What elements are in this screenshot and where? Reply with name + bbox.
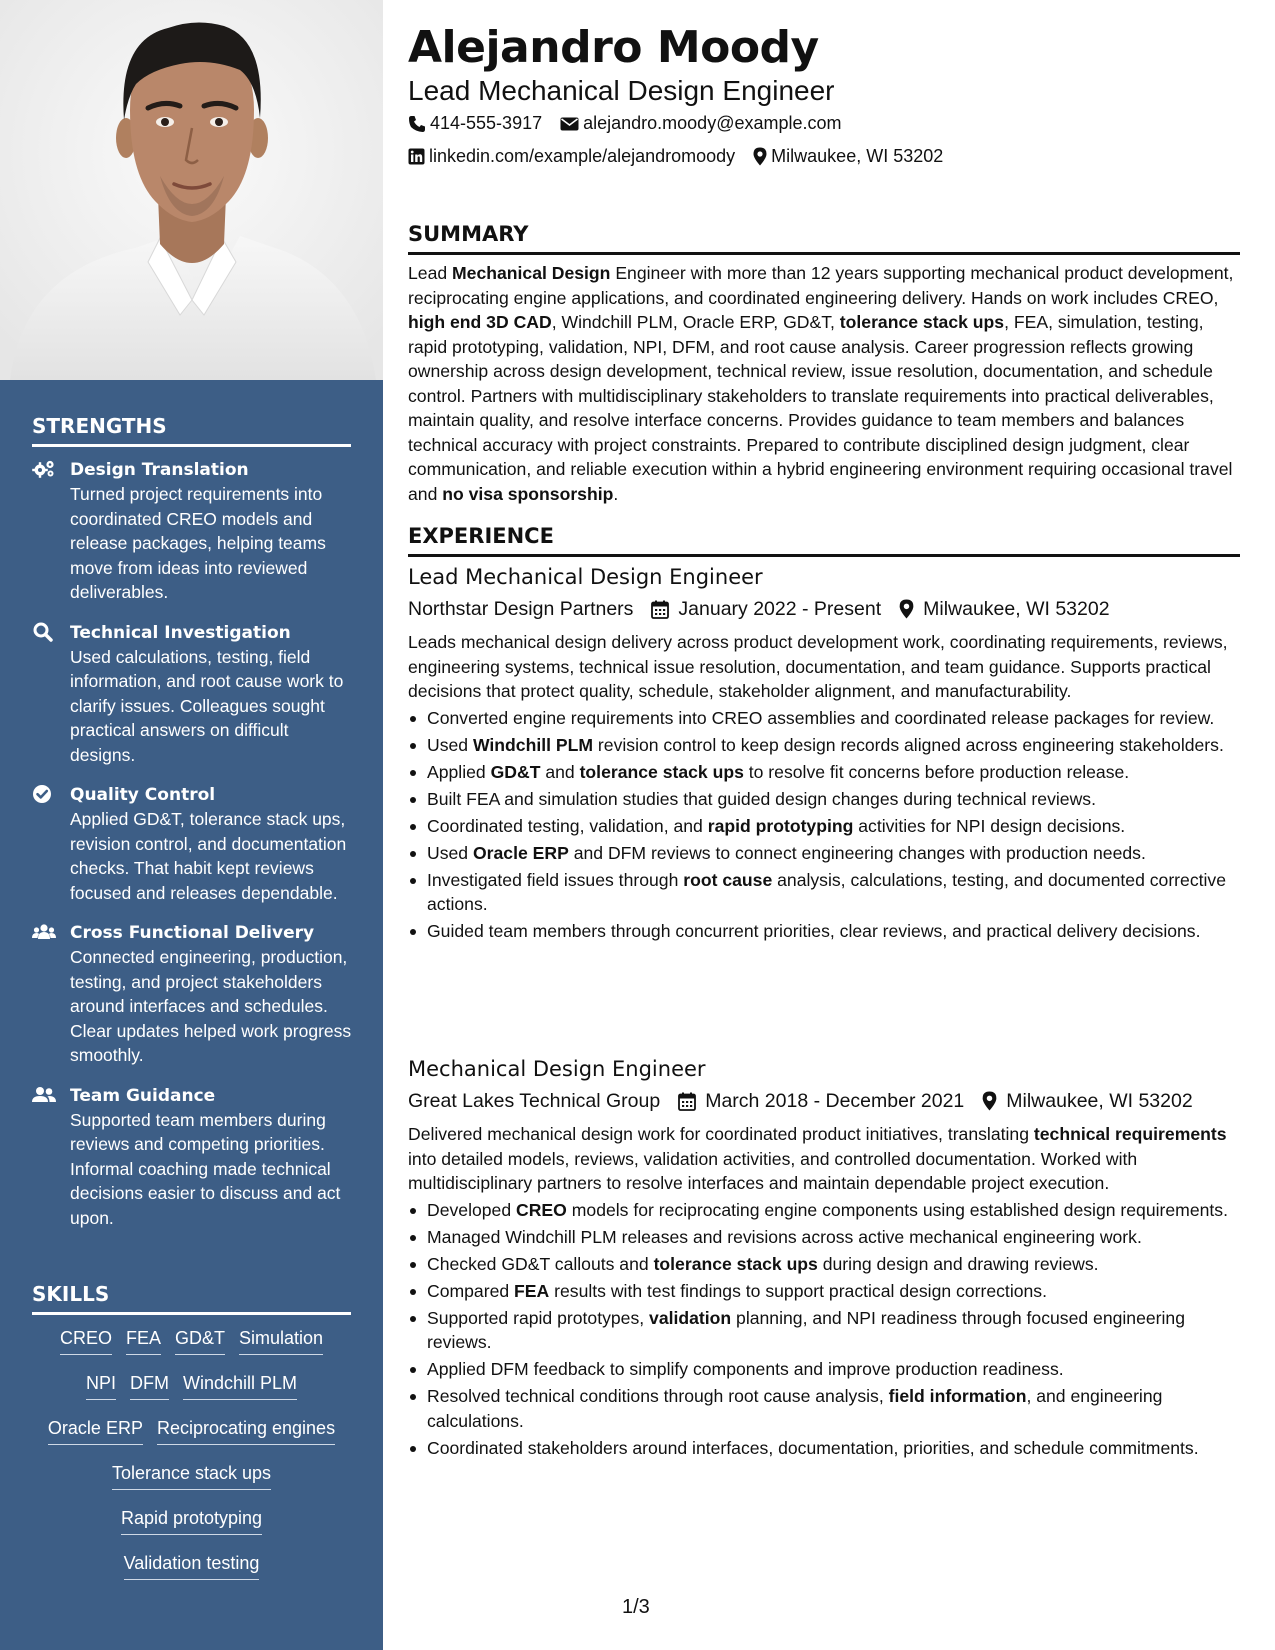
emphasis-text: tolerance stack ups bbox=[839, 312, 1005, 332]
date-range: January 2022 - Present bbox=[678, 598, 882, 620]
text-run: models for reciprocating engine components using established design requirements. bbox=[566, 1199, 1228, 1220]
bullet-item bbox=[408, 919, 1240, 944]
bullet-item bbox=[408, 1384, 1240, 1433]
skill-row bbox=[32, 1551, 351, 1596]
date-range: March 2018 - December 2021 bbox=[705, 1090, 965, 1112]
emphasis-text: technical requirements bbox=[1033, 1124, 1227, 1144]
text-run: , and engineering calculations. bbox=[427, 1386, 1163, 1431]
strength-title: Technical Investigation bbox=[70, 622, 291, 643]
emphasis-text: GD&T bbox=[490, 761, 541, 782]
skill-tag: Simulation bbox=[239, 1326, 323, 1355]
skill-row bbox=[32, 1461, 351, 1506]
skill-row bbox=[32, 1506, 351, 1551]
bullet-item bbox=[408, 868, 1240, 917]
strength-title: Team Guidance bbox=[70, 1085, 216, 1106]
strength-title: Quality Control bbox=[70, 785, 216, 805]
text-run: Coordinated stakeholders around interfaces, documentation, priorities, and schedule commitments. bbox=[427, 1437, 1199, 1458]
text-run: Checked GD&T callouts and bbox=[427, 1253, 654, 1274]
strength-description: Applied GD&T, tolerance stack ups, revision control, and documentation checks. That habit kept reviews focused and releases dependable. bbox=[70, 809, 347, 903]
text-run: Applied bbox=[427, 761, 491, 782]
job-description bbox=[408, 630, 1240, 704]
skill-row bbox=[32, 1416, 351, 1461]
skill-tag: GD&T bbox=[175, 1326, 225, 1355]
text-run: Used bbox=[427, 734, 473, 755]
bullet-item bbox=[408, 1252, 1240, 1277]
company bbox=[408, 1086, 660, 1116]
text-run: Lead bbox=[408, 263, 453, 283]
skill-row bbox=[32, 1371, 351, 1416]
company-name: Northstar Design Partners bbox=[408, 598, 634, 620]
emphasis-text: high end 3D CAD bbox=[408, 312, 552, 332]
text-run: Applied DFM feedback to simplify components and improve production readiness. bbox=[427, 1359, 1064, 1379]
text-run: Engineer with more than 12 years supporting mechanical product development, reciprocating engine applications, and coordinated engineering delivery. Hands on work includes CREO, bbox=[408, 263, 1234, 308]
emphasis-text: Oracle ERP bbox=[472, 842, 569, 863]
search-icon bbox=[32, 622, 56, 642]
text-run: revision control to keep design records aligned across engineering stakeholders. bbox=[593, 734, 1224, 755]
company bbox=[408, 594, 633, 624]
calendar-icon bbox=[678, 1092, 696, 1111]
emphasis-text: Windchill PLM bbox=[472, 734, 594, 755]
emphasis-text: root cause bbox=[683, 869, 773, 890]
bullet-item bbox=[408, 1436, 1240, 1461]
job-location bbox=[982, 1086, 1192, 1116]
skill-tag: Oracle ERP bbox=[48, 1416, 143, 1445]
emphasis-text: FEA bbox=[514, 1280, 550, 1301]
email-contact[interactable] bbox=[560, 113, 841, 134]
location-contact bbox=[753, 146, 943, 167]
skill-row bbox=[32, 1326, 351, 1371]
skill-tag: Reciprocating engines bbox=[157, 1416, 335, 1445]
text-run: Delivered mechanical design work for coordinated product initiatives, translating bbox=[408, 1124, 1034, 1144]
bullet-item bbox=[408, 841, 1240, 866]
job-description bbox=[408, 1122, 1240, 1196]
text-run: Investigated field issues through bbox=[427, 869, 684, 890]
strength-item bbox=[32, 1084, 354, 1231]
strength-description: Supported team members during reviews and competing priorities. Informal coaching made technical decisions easier to discuss and act upon. bbox=[70, 1109, 341, 1228]
calendar-icon bbox=[651, 600, 669, 619]
sidebar bbox=[0, 0, 383, 1650]
candidate-headline: Lead Mechanical Design Engineer bbox=[408, 75, 835, 106]
phone-icon bbox=[408, 115, 426, 133]
gears-icon bbox=[32, 459, 56, 479]
job-meta bbox=[408, 594, 1240, 624]
skill-tag: DFM bbox=[130, 1371, 169, 1400]
bullet-item bbox=[408, 1198, 1240, 1223]
map-pin-icon bbox=[899, 599, 914, 619]
bullet-item bbox=[408, 706, 1240, 731]
text-run: into detailed models, reviews, validation activities, and controlled documentation. Worked with multidisciplinary partners to resolve interfaces and maintain dependable project execution. bbox=[408, 1148, 1138, 1193]
phone-contact[interactable] bbox=[408, 113, 542, 134]
strength-description: Turned project requirements into coordinated CREO models and release packages, helping teams move from ideas into reviewed deliverables. bbox=[70, 484, 326, 602]
job-bullets bbox=[408, 706, 1240, 944]
job-entry bbox=[408, 563, 1240, 946]
text-run: during design and drawing reviews. bbox=[817, 1253, 1099, 1274]
emphasis-text: tolerance stack ups bbox=[579, 761, 744, 782]
emphasis-text: no visa sponsorship bbox=[442, 483, 614, 504]
job-meta bbox=[408, 1086, 1240, 1116]
bullet-item bbox=[408, 1279, 1240, 1304]
page-number: 1/3 bbox=[622, 1596, 650, 1618]
emphasis-text: field information bbox=[888, 1386, 1027, 1406]
text-run: Compared bbox=[427, 1280, 515, 1301]
text-run: , Windchill PLM, Oracle ERP, GD&T, bbox=[551, 312, 840, 332]
strength-title: Design Translation bbox=[70, 460, 249, 480]
location-text: Milwaukee, WI 53202 bbox=[923, 598, 1110, 620]
skill-tag: Windchill PLM bbox=[183, 1371, 297, 1400]
job-entry bbox=[408, 1055, 1240, 1463]
job-title: Mechanical Design Engineer bbox=[408, 1057, 706, 1081]
text-run: results with test findings to support practical design corrections. bbox=[549, 1280, 1047, 1301]
bullet-item bbox=[408, 787, 1240, 812]
job-dates bbox=[651, 594, 881, 624]
text-run: . bbox=[613, 483, 619, 504]
text-run: Leads mechanical design delivery across product development work, coordinating requirements, reviews, engineering systems, technical issue resolution, documentation, and team guidance. Supports practical decisions that protect quality, schedule, stakeholder alignment, and manufacturability. bbox=[408, 632, 1228, 701]
text-run: Supported rapid prototypes, bbox=[427, 1307, 650, 1328]
summary-heading: SUMMARY bbox=[408, 222, 1240, 255]
bullet-item bbox=[408, 814, 1240, 839]
skill-tag: Rapid prototyping bbox=[121, 1506, 262, 1535]
text-run: Developed bbox=[427, 1199, 517, 1220]
skills-list bbox=[32, 1326, 351, 1596]
strength-item bbox=[32, 458, 354, 605]
job-title: Lead Mechanical Design Engineer bbox=[408, 565, 763, 589]
strength-description: Used calculations, testing, field information, and root cause work to clarify issues. Colleagues sought practical answers on difficult designs. bbox=[70, 646, 344, 765]
skill-tag: Validation testing bbox=[124, 1551, 260, 1580]
text-run: planning, and NPI readiness through focused engineering reviews. bbox=[427, 1307, 1186, 1352]
text-run: Resolved technical conditions through root cause analysis, bbox=[427, 1386, 889, 1406]
strengths-heading: STRENGTHS bbox=[32, 414, 351, 447]
job-dates bbox=[678, 1086, 964, 1116]
user-friends-icon bbox=[32, 1085, 56, 1105]
check-circle-icon bbox=[32, 784, 56, 804]
strength-item bbox=[32, 921, 354, 1068]
emphasis-text: validation bbox=[649, 1307, 732, 1328]
map-pin-icon bbox=[982, 1091, 997, 1111]
skill-tag: Tolerance stack ups bbox=[112, 1461, 271, 1490]
text-run: analysis, calculations, testing, and documented corrective actions. bbox=[427, 869, 1227, 914]
contact-line bbox=[408, 146, 961, 167]
strength-item bbox=[32, 621, 354, 768]
skill-tag: FEA bbox=[126, 1326, 161, 1355]
text-run: activities for NPI design decisions. bbox=[853, 815, 1126, 836]
location-text: Milwaukee, WI 53202 bbox=[771, 146, 944, 166]
linkedin-contact[interactable] bbox=[408, 146, 735, 167]
users-icon bbox=[32, 922, 56, 942]
phone-text: 414-555-3917 bbox=[430, 113, 543, 133]
text-run: and DFM reviews to connect engineering changes with production needs. bbox=[568, 842, 1146, 863]
text-run: Managed Windchill PLM releases and revisions across active mechanical engineering work. bbox=[427, 1226, 1142, 1247]
linkedin-icon bbox=[408, 148, 425, 165]
text-run: to resolve fit concerns before production release. bbox=[743, 761, 1130, 782]
emphasis-text: tolerance stack ups bbox=[653, 1253, 818, 1274]
bullet-item bbox=[408, 1225, 1240, 1250]
summary-text bbox=[408, 261, 1238, 506]
bullet-item bbox=[408, 1306, 1240, 1355]
text-run: Guided team members through concurrent priorities, clear reviews, and practical delivery decisions. bbox=[427, 921, 1201, 941]
bullet-item bbox=[408, 760, 1240, 785]
emphasis-text: Mechanical Design bbox=[452, 263, 611, 283]
experience-heading: EXPERIENCE bbox=[408, 524, 1240, 557]
company-name: Great Lakes Technical Group bbox=[408, 1090, 661, 1112]
text-run: , FEA, simulation, testing, rapid prototyping, validation, NPI, DFM, and root cause analysis. Career progression reflects growing ownership across design development, technical review, issue resolution, documentation, and schedule control. Partners with multidisciplinary stakeholders to translate requirements into practical deliverables, maintain quality, and resolve interface concerns. Provides guidance to team members and balances technical accuracy with project constraints. Prepared to contribute disciplined design judgment, clear communication, and reliable execution within a hybrid engineering environment requiring occasional travel and bbox=[408, 312, 1233, 504]
location-text: Milwaukee, WI 53202 bbox=[1006, 1090, 1193, 1112]
text-run: Used bbox=[427, 842, 473, 863]
emphasis-text: rapid prototyping bbox=[707, 815, 854, 836]
bullet-item bbox=[408, 1357, 1240, 1382]
profile-photo bbox=[0, 0, 383, 380]
bullet-item bbox=[408, 733, 1240, 758]
job-location bbox=[899, 594, 1109, 624]
linkedin-text: linkedin.com/example/alejandromoody bbox=[429, 146, 736, 166]
strength-item bbox=[32, 783, 354, 905]
skill-tag: NPI bbox=[86, 1371, 116, 1400]
skill-tag: CREO bbox=[60, 1326, 112, 1355]
envelope-icon bbox=[560, 116, 579, 132]
emphasis-text: CREO bbox=[516, 1199, 567, 1220]
candidate-name: Alejandro Moody bbox=[408, 22, 819, 73]
text-run: Built FEA and simulation studies that guided design changes during technical reviews. bbox=[427, 788, 1096, 809]
strength-title: Cross Functional Delivery bbox=[70, 923, 315, 943]
contact-line bbox=[408, 113, 860, 134]
text-run: Converted engine requirements into CREO assemblies and coordinated release packages for review. bbox=[427, 707, 1215, 728]
strength-description: Connected engineering, production, testing, and project stakeholders around interfaces and schedules. Clear updates helped work progress smoothly. bbox=[70, 947, 352, 1065]
text-run: Coordinated testing, validation, and bbox=[427, 815, 708, 836]
map-pin-icon bbox=[753, 147, 767, 166]
strengths-list bbox=[32, 458, 354, 1246]
text-run: and bbox=[540, 761, 580, 782]
skills-heading: SKILLS bbox=[32, 1282, 351, 1315]
job-bullets bbox=[408, 1198, 1240, 1461]
email-text: alejandro.moody@example.com bbox=[583, 113, 842, 133]
